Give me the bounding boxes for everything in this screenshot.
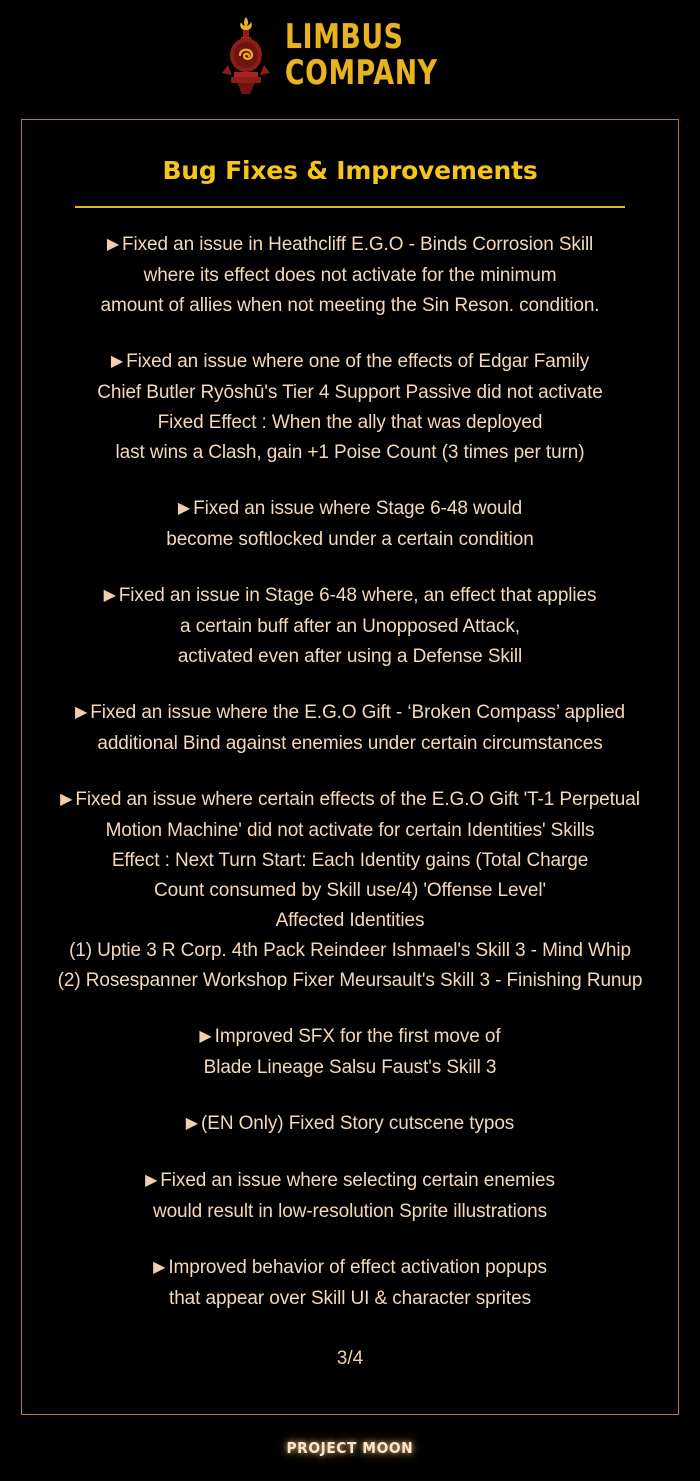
note-line: amount of allies when not meeting the Sin Reson. condition. [100, 295, 600, 316]
bullet-triangle-icon: ▶ [110, 353, 124, 370]
note-block [22, 347, 678, 468]
note-headline: ▶ Fixed an issue where the E.G.O Gift - ‘Broken Compass’ applied [22, 698, 678, 729]
bullet-triangle-icon: ▶ [106, 236, 120, 253]
note-line: Affected Identities [275, 910, 425, 931]
note-block [22, 1022, 678, 1083]
note-headline: ▶ Improved behavior of effect activation popups [22, 1253, 678, 1284]
note-line: Count consumed by Skill use/4) 'Offense Level' [153, 880, 547, 901]
note-line: that appear over Skill UI & character sprites [169, 1288, 531, 1309]
note-line: Chief Butler Ryōshū's Tier 4 Support Passive did not activate [97, 382, 603, 403]
bullet-triangle-icon: ▶ [177, 500, 191, 517]
page-footer [0, 1415, 700, 1481]
note-line: (2) Rosespanner Workshop Fixer Meursault's Skill 3 - Finishing Runup [57, 970, 643, 991]
note-headline: ▶ Fixed an issue where selecting certain enemies [22, 1166, 678, 1197]
limbus-lantern-icon [219, 15, 273, 95]
note-block [22, 230, 678, 321]
title-divider [75, 206, 625, 208]
bullet-triangle-icon: ▶ [60, 791, 73, 808]
page-header [0, 0, 700, 110]
note-line: would result in low-resolution Sprite illustrations [152, 1201, 548, 1222]
bullet-triangle-icon: ▶ [103, 587, 116, 604]
bullet-triangle-icon: ▶ [74, 704, 88, 721]
page-indicator: 3/4 [336, 1348, 364, 1369]
note-headline: ▶ Fixed an issue where certain effects of the E.G.O Gift 'T-1 Perpetual [22, 785, 678, 816]
note-line: activated even after using a Defense Skill [177, 646, 523, 667]
bullet-triangle-icon: ▶ [185, 1115, 199, 1132]
logo-wordmark [285, 19, 481, 91]
note-headline: ▶ Fixed an issue in Heathcliff E.G.O - Binds Corrosion Skill [22, 230, 678, 261]
note-line: last wins a Clash, gain +1 Poise Count (3 times per turn) [115, 442, 585, 463]
note-line: additional Bind against enemies under certain circumstances [97, 733, 603, 754]
note-line: become softlocked under a certain condition [166, 529, 534, 550]
limbus-company-logo [219, 15, 481, 95]
page-title: Bug Fixes & Improvements [162, 156, 538, 185]
note-block [22, 1166, 678, 1227]
bullet-triangle-icon: ▶ [199, 1028, 212, 1045]
note-headline: ▶ Improved SFX for the first move of [22, 1022, 678, 1053]
project-moon-brand: PROJECT MOON [286, 1439, 414, 1457]
note-line: Effect : Next Turn Start: Each Identity gains (Total Charge [111, 850, 589, 871]
note-headline: ▶ Fixed an issue where one of the effects of Edgar Family [22, 347, 678, 378]
note-line: Blade Lineage Salsu Faust's Skill 3 [203, 1057, 497, 1078]
bullet-triangle-icon: ▶ [153, 1259, 166, 1276]
note-block [22, 581, 678, 672]
note-block [22, 1253, 678, 1314]
patch-notes-panel [21, 119, 679, 1415]
note-line: a certain buff after an Unopposed Attack, [180, 616, 520, 637]
logo-word-company: COMPANY [285, 53, 438, 93]
note-block [22, 1109, 678, 1140]
bullet-triangle-icon: ▶ [145, 1172, 158, 1189]
note-line: Motion Machine' did not activate for certain Identities' Skills [105, 820, 595, 841]
logo-word-limbus: LIMBUS [285, 17, 404, 57]
note-block [22, 698, 678, 759]
note-line: where its effect does not activate for the minimum [143, 265, 557, 286]
note-headline: ▶ Fixed an issue where Stage 6-48 would [22, 494, 678, 525]
note-block [22, 494, 678, 555]
note-line: (1) Uptie 3 R Corp. 4th Pack Reindeer Ishmael's Skill 3 - Mind Whip [69, 940, 631, 961]
note-headline: ▶ Fixed an issue in Stage 6-48 where, an effect that applies [22, 581, 678, 612]
note-headline: ▶ (EN Only) Fixed Story cutscene typos [22, 1109, 678, 1140]
note-line: Fixed Effect : When the ally that was deployed [157, 412, 543, 433]
notes-list [22, 230, 678, 1340]
note-block [22, 785, 678, 996]
